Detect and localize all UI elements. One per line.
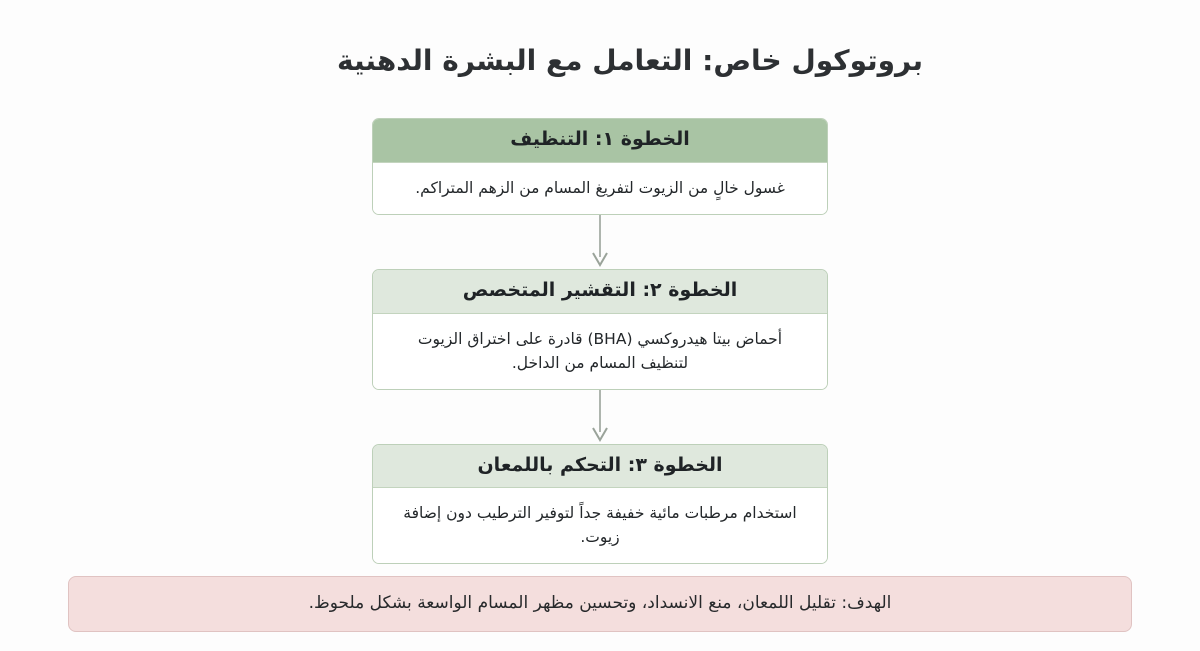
goal-banner — [68, 576, 1132, 632]
step-2-body: أحماض بيتا هيدروكسي (BHA) قادرة على اختراق الزيوت لتنظيف المسام من الداخل. — [373, 314, 827, 389]
arrow-down-icon — [585, 215, 615, 269]
step-card-2 — [372, 269, 828, 390]
arrow-down-icon — [585, 390, 615, 444]
step-1-body: غسول خالٍ من الزيوت لتفريغ المسام من الزهم المتراكم. — [373, 163, 827, 214]
page-title: بروتوكول خاص: التعامل مع البشرة الدهنية — [336, 44, 923, 77]
step-2-header: الخطوة ٢: التقشير المتخصص — [373, 270, 827, 314]
step-3-body: استخدام مرطبات مائية خفيفة جداً لتوفير الترطيب دون إضافة زيوت. — [373, 488, 827, 563]
step-card-1 — [372, 118, 828, 215]
connector-1 — [372, 215, 828, 269]
step-3-header: الخطوة ٣: التحكم باللمعان — [373, 445, 827, 489]
connector-2 — [372, 390, 828, 444]
step-1-header: الخطوة ١: التنظيف — [373, 119, 827, 163]
process-flow-diagram — [0, 118, 1200, 564]
step-card-3 — [372, 444, 828, 565]
goal-banner-text: الهدف: تقليل اللمعان، منع الانسداد، وتحسين مظهر المسام الواسعة بشكل ملحوظ. — [308, 593, 892, 614]
